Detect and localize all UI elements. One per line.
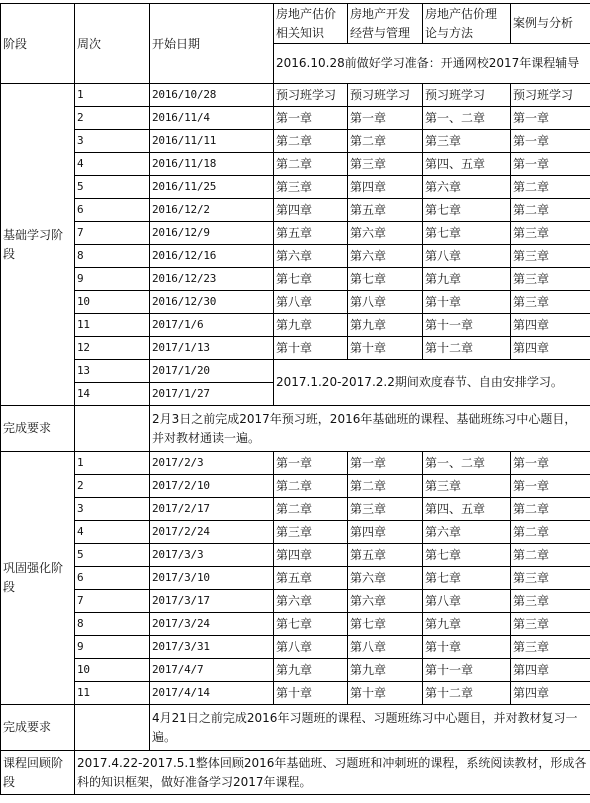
week-cell: 7: [75, 222, 150, 245]
subject-cell: 第九章: [423, 268, 511, 291]
subject-cell: 第十一章: [423, 314, 511, 337]
date-cell: 2016/12/23: [150, 268, 274, 291]
subject-cell: 第十章: [423, 291, 511, 314]
subject-cell: 第二章: [348, 130, 423, 153]
subject-cell: 第二章: [274, 498, 348, 521]
subject-cell: 第九章: [274, 659, 348, 682]
subject-cell: 第三章: [511, 245, 590, 268]
subject-cell: 第四章: [511, 337, 590, 360]
subject-cell: 第七章: [423, 222, 511, 245]
subject-cell: 第二章: [511, 521, 590, 544]
week-cell: 9: [75, 636, 150, 659]
table-row: [1, 314, 590, 337]
subject-cell: 第十章: [423, 636, 511, 659]
subject-cell: 第三章: [511, 268, 590, 291]
subject-cell: 第三章: [511, 222, 590, 245]
subject-cell: 第四章: [348, 176, 423, 199]
date-cell: 2017/4/14: [150, 682, 274, 705]
subject-cell: 第八章: [274, 291, 348, 314]
week-cell: 3: [75, 498, 150, 521]
table-row: [1, 291, 590, 314]
subject-cell: 第三章: [423, 475, 511, 498]
week-cell: 12: [75, 337, 150, 360]
subject-cell: 第七章: [423, 544, 511, 567]
subject-cell: 第五章: [348, 544, 423, 567]
subject-cell: 第六章: [348, 245, 423, 268]
table-row: [1, 613, 590, 636]
header-stage: 阶段: [1, 4, 75, 84]
table-row: [1, 567, 590, 590]
table-row: [1, 222, 590, 245]
subject-cell: 第四章: [274, 199, 348, 222]
subject-cell: 第一章: [511, 130, 590, 153]
subject-cell: 第三章: [423, 130, 511, 153]
holiday-note: 2017.1.20-2017.2.2期间欢度春节、自由安排学习。: [274, 360, 590, 406]
week-cell: 11: [75, 314, 150, 337]
completion-text: 4月21日之前完成2016年习题班的课程、习题班练习中心题目，并对教材复习一遍。: [150, 705, 590, 751]
date-cell: 2017/2/10: [150, 475, 274, 498]
week-cell: 10: [75, 659, 150, 682]
header-subject-4: 案例与分析: [511, 4, 590, 44]
subject-cell: 第一章: [274, 452, 348, 475]
review-row: [1, 751, 590, 795]
subject-cell: 第十章: [274, 682, 348, 705]
subject-cell: 第一章: [348, 107, 423, 130]
subject-cell: 第四章: [511, 659, 590, 682]
date-cell: 2017/1/27: [150, 383, 274, 406]
subject-cell: 第三章: [511, 567, 590, 590]
subject-cell: 预习班学习: [423, 84, 511, 107]
subject-cell: 第一章: [511, 153, 590, 176]
phase-name: 巩固强化阶段: [1, 452, 75, 705]
subject-cell: 第四章: [348, 521, 423, 544]
subject-cell: 第四、五章: [423, 498, 511, 521]
header-row: [1, 4, 590, 44]
week-cell: 1: [75, 84, 150, 107]
date-cell: 2017/1/20: [150, 360, 274, 383]
table-row: [1, 337, 590, 360]
subject-cell: 第十一章: [423, 659, 511, 682]
subject-cell: 第二章: [511, 544, 590, 567]
date-cell: 2017/4/7: [150, 659, 274, 682]
subject-cell: 第四章: [511, 682, 590, 705]
subject-cell: 第八章: [274, 636, 348, 659]
date-cell: 2016/10/28: [150, 84, 274, 107]
subject-cell: 第一章: [274, 107, 348, 130]
subject-cell: 第五章: [274, 567, 348, 590]
table-row: [1, 521, 590, 544]
week-cell: 2: [75, 475, 150, 498]
week-cell: 4: [75, 521, 150, 544]
subject-cell: 第二章: [274, 153, 348, 176]
subject-cell: 第四章: [274, 544, 348, 567]
subject-cell: 第三章: [511, 636, 590, 659]
table-row: [1, 130, 590, 153]
date-cell: 2016/11/25: [150, 176, 274, 199]
table-row: [1, 107, 590, 130]
subject-cell: 第九章: [423, 613, 511, 636]
subject-cell: 第五章: [274, 222, 348, 245]
date-cell: 2017/1/6: [150, 314, 274, 337]
date-cell: 2016/12/9: [150, 222, 274, 245]
subject-cell: 第十章: [348, 337, 423, 360]
subject-cell: 第三章: [274, 521, 348, 544]
prep-note: 2016.10.28前做好学习准备：开通网校2017年课程辅导: [274, 44, 590, 84]
subject-cell: 第二章: [511, 176, 590, 199]
week-cell: 13: [75, 360, 150, 383]
subject-cell: 第七章: [423, 567, 511, 590]
subject-cell: 第六章: [274, 245, 348, 268]
subject-cell: 第一章: [511, 475, 590, 498]
week-cell: 14: [75, 383, 150, 406]
subject-cell: 第七章: [348, 268, 423, 291]
completion-text: 2月3日之前完成2017年预习班，2016年基础班的课程、基础班练习中心题目，并对教材通读一遍。: [150, 406, 590, 452]
subject-cell: 第一章: [511, 452, 590, 475]
subject-cell: 第七章: [274, 613, 348, 636]
subject-cell: 预习班学习: [511, 84, 590, 107]
table-row: [1, 659, 590, 682]
subject-cell: 第四、五章: [423, 153, 511, 176]
subject-cell: 第九章: [348, 314, 423, 337]
subject-cell: 第一、二章: [423, 452, 511, 475]
week-cell: 5: [75, 544, 150, 567]
subject-cell: 第三章: [348, 153, 423, 176]
table-row: [1, 544, 590, 567]
table-row: [1, 268, 590, 291]
review-phase-name: 课程回顾阶段: [1, 751, 75, 795]
date-cell: 2017/1/13: [150, 337, 274, 360]
week-cell: 6: [75, 199, 150, 222]
table-row: [1, 636, 590, 659]
empty-cell: [75, 406, 150, 452]
table-row: [1, 475, 590, 498]
subject-cell: 第八章: [348, 636, 423, 659]
date-cell: 2016/11/4: [150, 107, 274, 130]
subject-cell: 第三章: [511, 613, 590, 636]
subject-cell: 第二章: [348, 475, 423, 498]
subject-cell: 第二章: [274, 475, 348, 498]
subject-cell: 第二章: [511, 199, 590, 222]
empty-cell: [75, 705, 150, 751]
subject-cell: 第三章: [511, 291, 590, 314]
date-cell: 2017/3/3: [150, 544, 274, 567]
subject-cell: 第五章: [348, 199, 423, 222]
completion-label: 完成要求: [1, 705, 75, 751]
subject-cell: 第一章: [348, 452, 423, 475]
date-cell: 2017/2/3: [150, 452, 274, 475]
table-row: [1, 590, 590, 613]
subject-cell: 第十章: [274, 337, 348, 360]
table-row: [1, 682, 590, 705]
subject-cell: 第八章: [423, 590, 511, 613]
subject-cell: 预习班学习: [348, 84, 423, 107]
review-text: 2017.4.22-2017.5.1整体回顾2016年基础班、习题班和冲刺班的课程，系统阅读教材，形成各科的知识框架，做好准备学习2017年课程。: [75, 751, 590, 795]
subject-cell: 第八章: [423, 245, 511, 268]
subject-cell: 第六章: [348, 590, 423, 613]
subject-cell: 第六章: [274, 590, 348, 613]
subject-cell: 第七章: [348, 613, 423, 636]
date-cell: 2016/11/18: [150, 153, 274, 176]
date-cell: 2017/2/17: [150, 498, 274, 521]
subject-cell: 第六章: [348, 567, 423, 590]
week-cell: 10: [75, 291, 150, 314]
completion-label: 完成要求: [1, 406, 75, 452]
week-cell: 7: [75, 590, 150, 613]
date-cell: 2016/12/2: [150, 199, 274, 222]
date-cell: 2017/3/24: [150, 613, 274, 636]
subject-cell: 预习班学习: [274, 84, 348, 107]
header-start-date: 开始日期: [150, 4, 274, 84]
header-subject-2: 房地产开发经营与管理: [348, 4, 423, 44]
week-cell: 3: [75, 130, 150, 153]
table-row: [1, 176, 590, 199]
table-row: [1, 245, 590, 268]
week-cell: 9: [75, 268, 150, 291]
subject-cell: 第十章: [348, 682, 423, 705]
date-cell: 2017/3/31: [150, 636, 274, 659]
subject-cell: 第九章: [274, 314, 348, 337]
week-cell: 1: [75, 452, 150, 475]
week-cell: 5: [75, 176, 150, 199]
subject-cell: 第六章: [348, 222, 423, 245]
week-cell: 8: [75, 245, 150, 268]
table-row: [1, 153, 590, 176]
subject-cell: 第一、二章: [423, 107, 511, 130]
week-cell: 4: [75, 153, 150, 176]
week-cell: 11: [75, 682, 150, 705]
table-row: [1, 199, 590, 222]
table-row: [1, 84, 590, 107]
subject-cell: 第二章: [511, 498, 590, 521]
table-row: [1, 498, 590, 521]
subject-cell: 第一章: [511, 107, 590, 130]
subject-cell: 第二章: [274, 130, 348, 153]
subject-cell: 第三章: [274, 176, 348, 199]
subject-cell: 第七章: [423, 199, 511, 222]
date-cell: 2016/11/11: [150, 130, 274, 153]
subject-cell: 第六章: [423, 521, 511, 544]
completion-row: [1, 705, 590, 751]
week-cell: 2: [75, 107, 150, 130]
study-plan-table: [0, 3, 590, 795]
subject-cell: 第三章: [511, 590, 590, 613]
subject-cell: 第四章: [511, 314, 590, 337]
subject-cell: 第十二章: [423, 337, 511, 360]
subject-cell: 第八章: [348, 291, 423, 314]
header-subject-1: 房地产估价相关知识: [274, 4, 348, 44]
header-week: 周次: [75, 4, 150, 84]
completion-row: [1, 406, 590, 452]
table-row: [1, 360, 590, 383]
date-cell: 2017/2/24: [150, 521, 274, 544]
subject-cell: 第九章: [348, 659, 423, 682]
date-cell: 2016/12/30: [150, 291, 274, 314]
week-cell: 6: [75, 567, 150, 590]
phase-name: 基础学习阶段: [1, 84, 75, 406]
date-cell: 2017/3/17: [150, 590, 274, 613]
date-cell: 2017/3/10: [150, 567, 274, 590]
table-row: [1, 452, 590, 475]
week-cell: 8: [75, 613, 150, 636]
study-plan-table-wrapper: [0, 3, 590, 803]
subject-cell: 第七章: [274, 268, 348, 291]
header-subject-3: 房地产估价理论与方法: [423, 4, 511, 44]
subject-cell: 第十二章: [423, 682, 511, 705]
subject-cell: 第三章: [348, 498, 423, 521]
date-cell: 2016/12/16: [150, 245, 274, 268]
subject-cell: 第六章: [423, 176, 511, 199]
